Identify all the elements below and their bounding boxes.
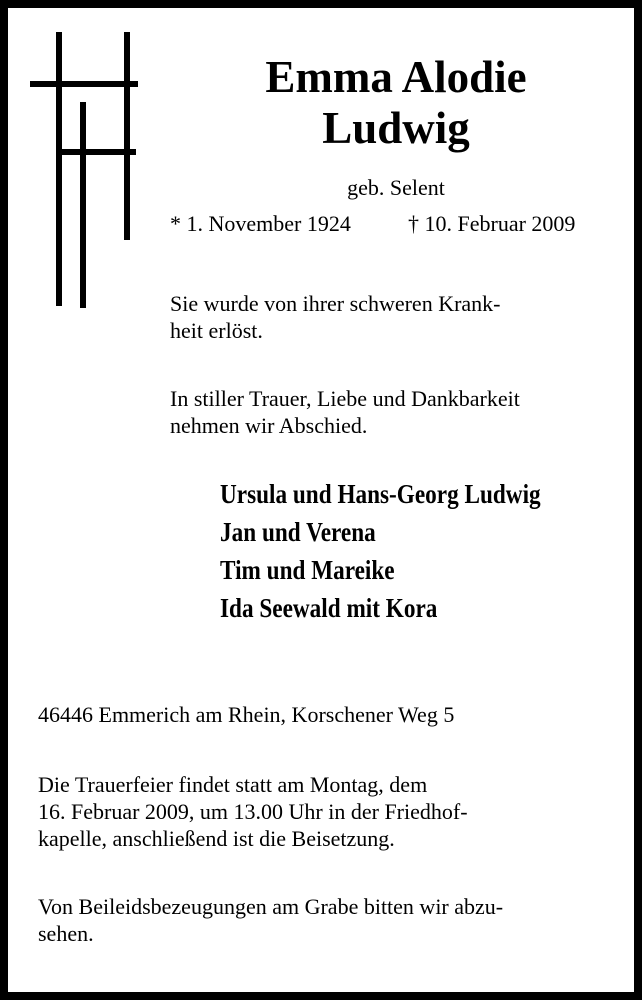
address: 46446 Emmerich am Rhein, Korschener Weg 5	[38, 702, 455, 727]
text-line: heit erlöst.	[170, 318, 263, 343]
family-member: Tim und Mareike	[220, 555, 395, 585]
cross-bar-left	[56, 32, 62, 306]
cross-bar-right	[124, 32, 130, 240]
family-member: Ursula und Hans-Georg Ludwig	[220, 479, 541, 509]
birth-date: * 1. November 1924	[170, 211, 351, 236]
text-line: In stiller Trauer, Liebe und Dankbarkeit	[170, 386, 520, 411]
maiden-name: geb. Selent	[347, 175, 445, 200]
family-member: Jan und Verena	[220, 517, 376, 547]
funeral-line: Die Trauerfeier findet statt am Montag, dem	[38, 772, 428, 797]
condolence-line: Von Beileidsbezeugungen am Grabe bitten wir abzu-	[38, 894, 504, 919]
condolence-line: sehen.	[38, 921, 94, 946]
funeral-line: kapelle, anschließend ist die Beisetzung.	[38, 826, 395, 851]
deceased-last-name: Ludwig	[322, 103, 470, 153]
family-member: Ida Seewald mit Kora	[220, 593, 438, 623]
text-line: nehmen wir Abschied.	[170, 413, 368, 438]
deceased-first-names: Emma Alodie	[265, 52, 527, 102]
cross-beam-lower	[60, 149, 136, 155]
death-date: † 10. Februar 2009	[408, 211, 576, 236]
cross-beam-top	[30, 81, 138, 87]
cross-icon	[30, 32, 142, 312]
text-line: Sie wurde von ihrer schweren Krank-	[170, 291, 501, 316]
cross-bar-middle	[80, 102, 86, 308]
funeral-line: 16. Februar 2009, um 13.00 Uhr in der Friedhof-	[38, 799, 468, 824]
